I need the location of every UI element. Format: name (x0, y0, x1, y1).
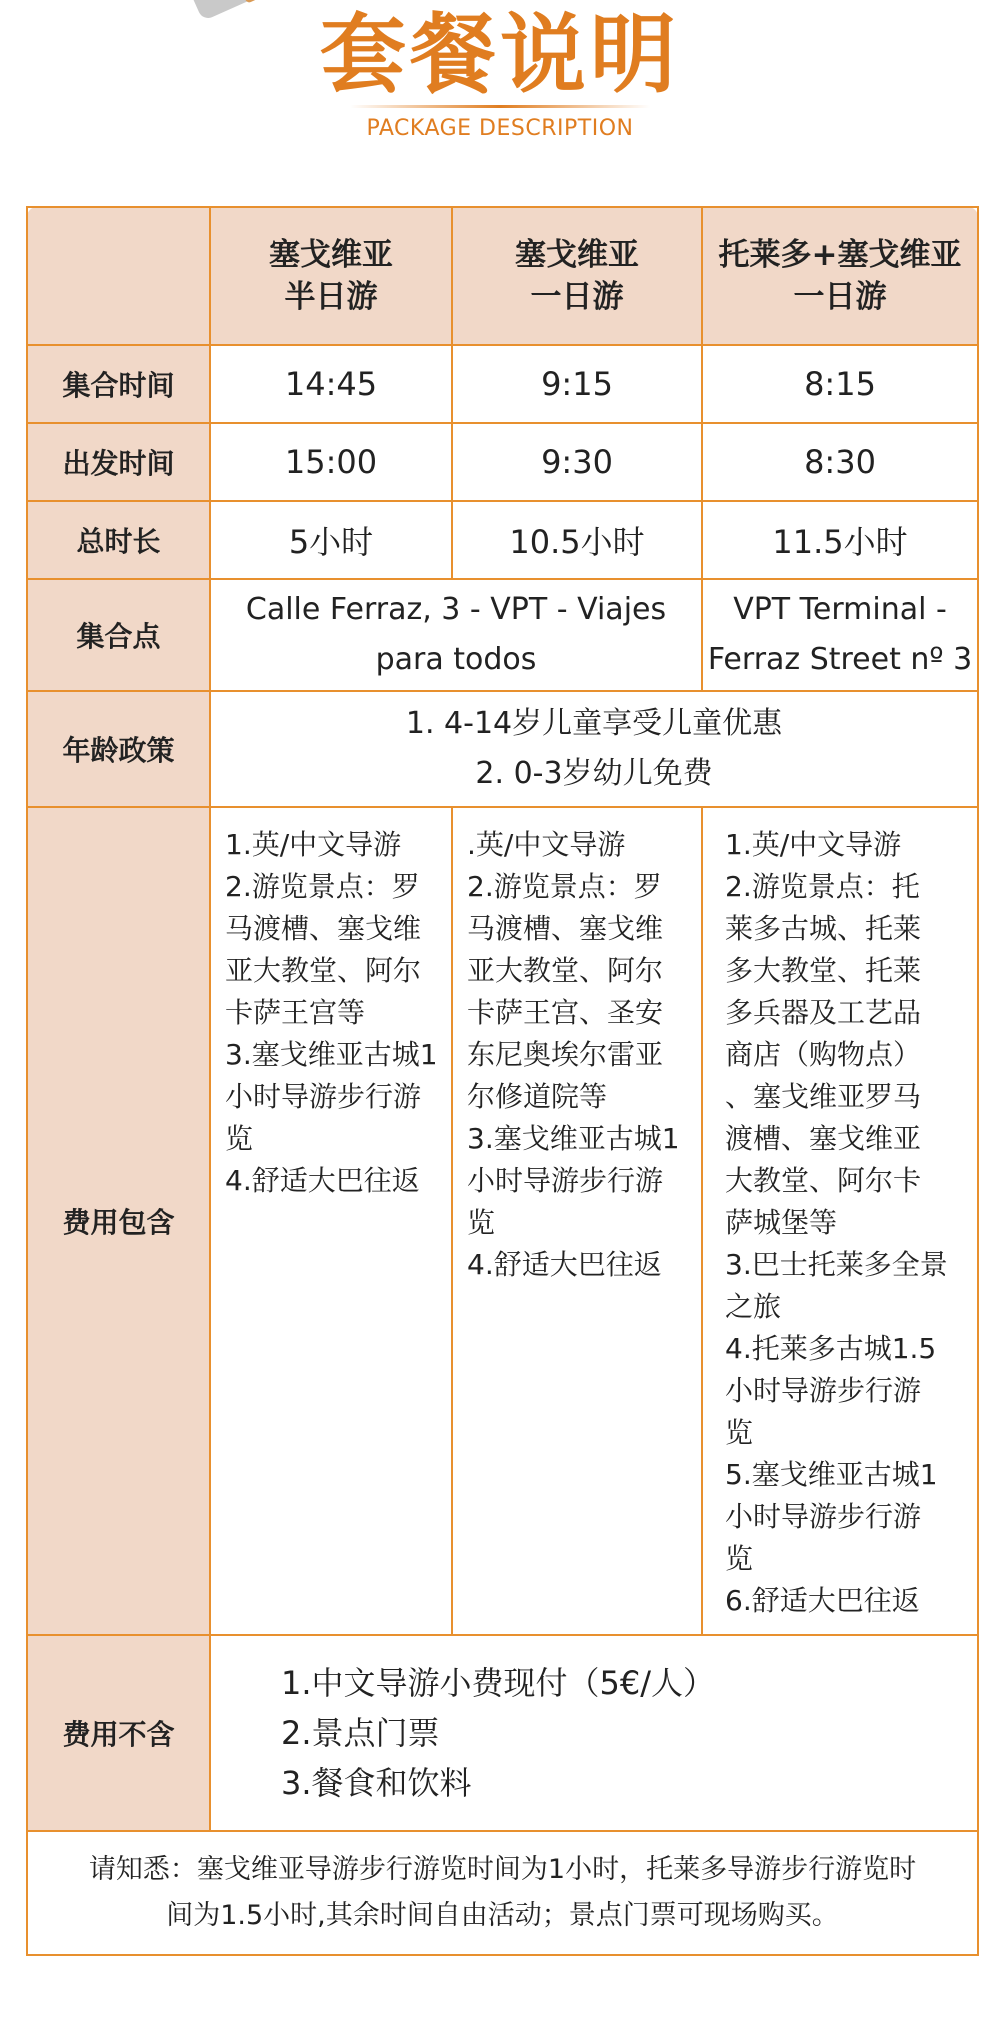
list-item: 览 (467, 1206, 496, 1239)
table-cell: 10.5小时 (452, 501, 702, 579)
table-row-meet-time (27, 345, 978, 423)
excluded-line: 2.景点门票 (281, 1714, 440, 1752)
table-cell: 5小时 (210, 501, 452, 579)
row-label: 费用不含 (27, 1635, 210, 1831)
list-item: 小时导游步行游 (725, 1374, 922, 1407)
row-label: 总时长 (27, 501, 210, 579)
list-item: 亚大教堂、阿尔 (467, 954, 664, 987)
row-label: 出发时间 (27, 423, 210, 501)
table-cell: 8:30 (702, 423, 978, 501)
list-item: 小时导游步行游 (225, 1080, 422, 1113)
table-cell (702, 579, 978, 691)
list-item: 览 (725, 1542, 754, 1575)
table-row-depart-time (27, 423, 978, 501)
list-item: 多大教堂、托莱 (725, 954, 922, 987)
row-label: 年龄政策 (27, 691, 210, 807)
page-subtitle: PACKAGE DESCRIPTION (366, 116, 634, 141)
table-cell-merged (210, 579, 702, 691)
included-list-col2 (452, 807, 702, 1635)
list-item: 1.英/中文导游 (725, 828, 902, 861)
title-underline (350, 105, 650, 108)
list-item: 3.塞戈维亚古城1 (225, 1038, 438, 1071)
list-item: 、塞戈维亚罗马 (725, 1080, 922, 1113)
list-item: 2.游览景点：罗 (467, 870, 662, 903)
policy-line: 2. 0-3岁幼儿免费 (475, 756, 713, 791)
column-title: 塞戈维亚 (269, 237, 393, 273)
table-cell: 11.5小时 (702, 501, 978, 579)
table-cell: 8:15 (702, 345, 978, 423)
excluded-line: 3.餐食和饮料 (281, 1764, 472, 1802)
list-item: 大教堂、阿尔卡 (725, 1164, 922, 1197)
meeting-point-line: VPT Terminal - (733, 592, 947, 627)
excluded-line: 1.中文导游小费现付（5€/人） (281, 1664, 716, 1702)
page-title: 套餐说明 (320, 5, 680, 105)
column-header-segovia-full-day (452, 207, 702, 345)
corner-cell (27, 207, 210, 345)
list-item: 渡槽、塞戈维亚 (725, 1122, 922, 1155)
list-item: 卡萨王宫等 (225, 996, 366, 1029)
list-item: 3.塞戈维亚古城1 (467, 1122, 680, 1155)
list-item: 3.巴士托莱多全景 (725, 1248, 948, 1281)
table-row-meeting-point (27, 579, 978, 691)
table-row-included (27, 807, 978, 1635)
table-cell-merged (210, 1635, 978, 1831)
table-row-age-policy (27, 691, 978, 807)
included-list-col3 (702, 807, 978, 1635)
list-item: 2.游览景点：托 (725, 870, 920, 903)
table-row-note (27, 1831, 978, 1955)
notice-line: 间为1.5小时,其余时间自由活动；景点门票可现场购买。 (166, 1900, 839, 1931)
list-item: 多兵器及工艺品 (725, 996, 922, 1029)
column-subtitle: 一日游 (793, 279, 887, 315)
column-header-segovia-half-day (210, 207, 452, 345)
list-item: 2.游览景点：罗 (225, 870, 420, 903)
list-item: 览 (725, 1416, 754, 1449)
meeting-point-line: Ferraz Street nº 3 (707, 642, 973, 677)
column-header-row (27, 207, 978, 345)
notice-line: 请知悉：塞戈维亚导游步行游览时间为1小时，托莱多导游步行游览时 (88, 1854, 917, 1885)
list-item: 小时导游步行游 (725, 1500, 922, 1533)
list-item: 商店（购物点） (725, 1038, 922, 1071)
column-subtitle: 半日游 (284, 279, 378, 315)
list-item: 之旅 (725, 1290, 782, 1323)
list-item: 马渡槽、塞戈维 (225, 912, 422, 945)
column-title: 托莱多+塞戈维亚 (718, 237, 962, 273)
list-item: 4.托莱多古城1.5 (725, 1332, 937, 1365)
table-cell: 15:00 (210, 423, 452, 501)
list-item: 4.舒适大巴往返 (467, 1248, 662, 1281)
table-cell-merged (210, 691, 978, 807)
list-item: 小时导游步行游 (467, 1164, 664, 1197)
policy-line: 1. 4-14岁儿童享受儿童优惠 (405, 706, 783, 741)
meeting-point-line: Calle Ferraz, 3 - VPT - Viajes (245, 592, 667, 627)
table-row-excluded (27, 1635, 978, 1831)
row-label: 费用包含 (27, 807, 210, 1635)
list-item: 东尼奥埃尔雷亚 (467, 1038, 664, 1071)
package-table (26, 206, 979, 1956)
list-item: 5.塞戈维亚古城1 (725, 1458, 938, 1491)
list-item: 亚大教堂、阿尔 (225, 954, 422, 987)
list-item: 览 (225, 1122, 254, 1155)
list-item: 莱多古城、托莱 (725, 912, 922, 945)
meeting-point-line: para todos (375, 642, 537, 677)
table-cell: 9:30 (452, 423, 702, 501)
row-label: 集合点 (27, 579, 210, 691)
table-cell: 14:45 (210, 345, 452, 423)
table-cell: 9:15 (452, 345, 702, 423)
list-item: 尔修道院等 (467, 1080, 608, 1113)
page-header (0, 5, 1000, 141)
list-item: 卡萨王宫、圣安 (467, 996, 664, 1029)
list-item: 6.舒适大巴往返 (725, 1584, 920, 1617)
column-title: 塞戈维亚 (515, 237, 639, 273)
list-item: 4.舒适大巴往返 (225, 1164, 420, 1197)
list-item: 萨城堡等 (725, 1206, 838, 1239)
included-list-col1 (210, 807, 452, 1635)
row-label: 集合时间 (27, 345, 210, 423)
column-header-toledo-segovia (702, 207, 978, 345)
list-item: 马渡槽、塞戈维 (467, 912, 664, 945)
notice-cell (27, 1831, 978, 1955)
list-item: .英/中文导游 (467, 828, 626, 861)
column-subtitle: 一日游 (530, 279, 624, 315)
list-item: 1.英/中文导游 (225, 828, 402, 861)
table-row-duration (27, 501, 978, 579)
